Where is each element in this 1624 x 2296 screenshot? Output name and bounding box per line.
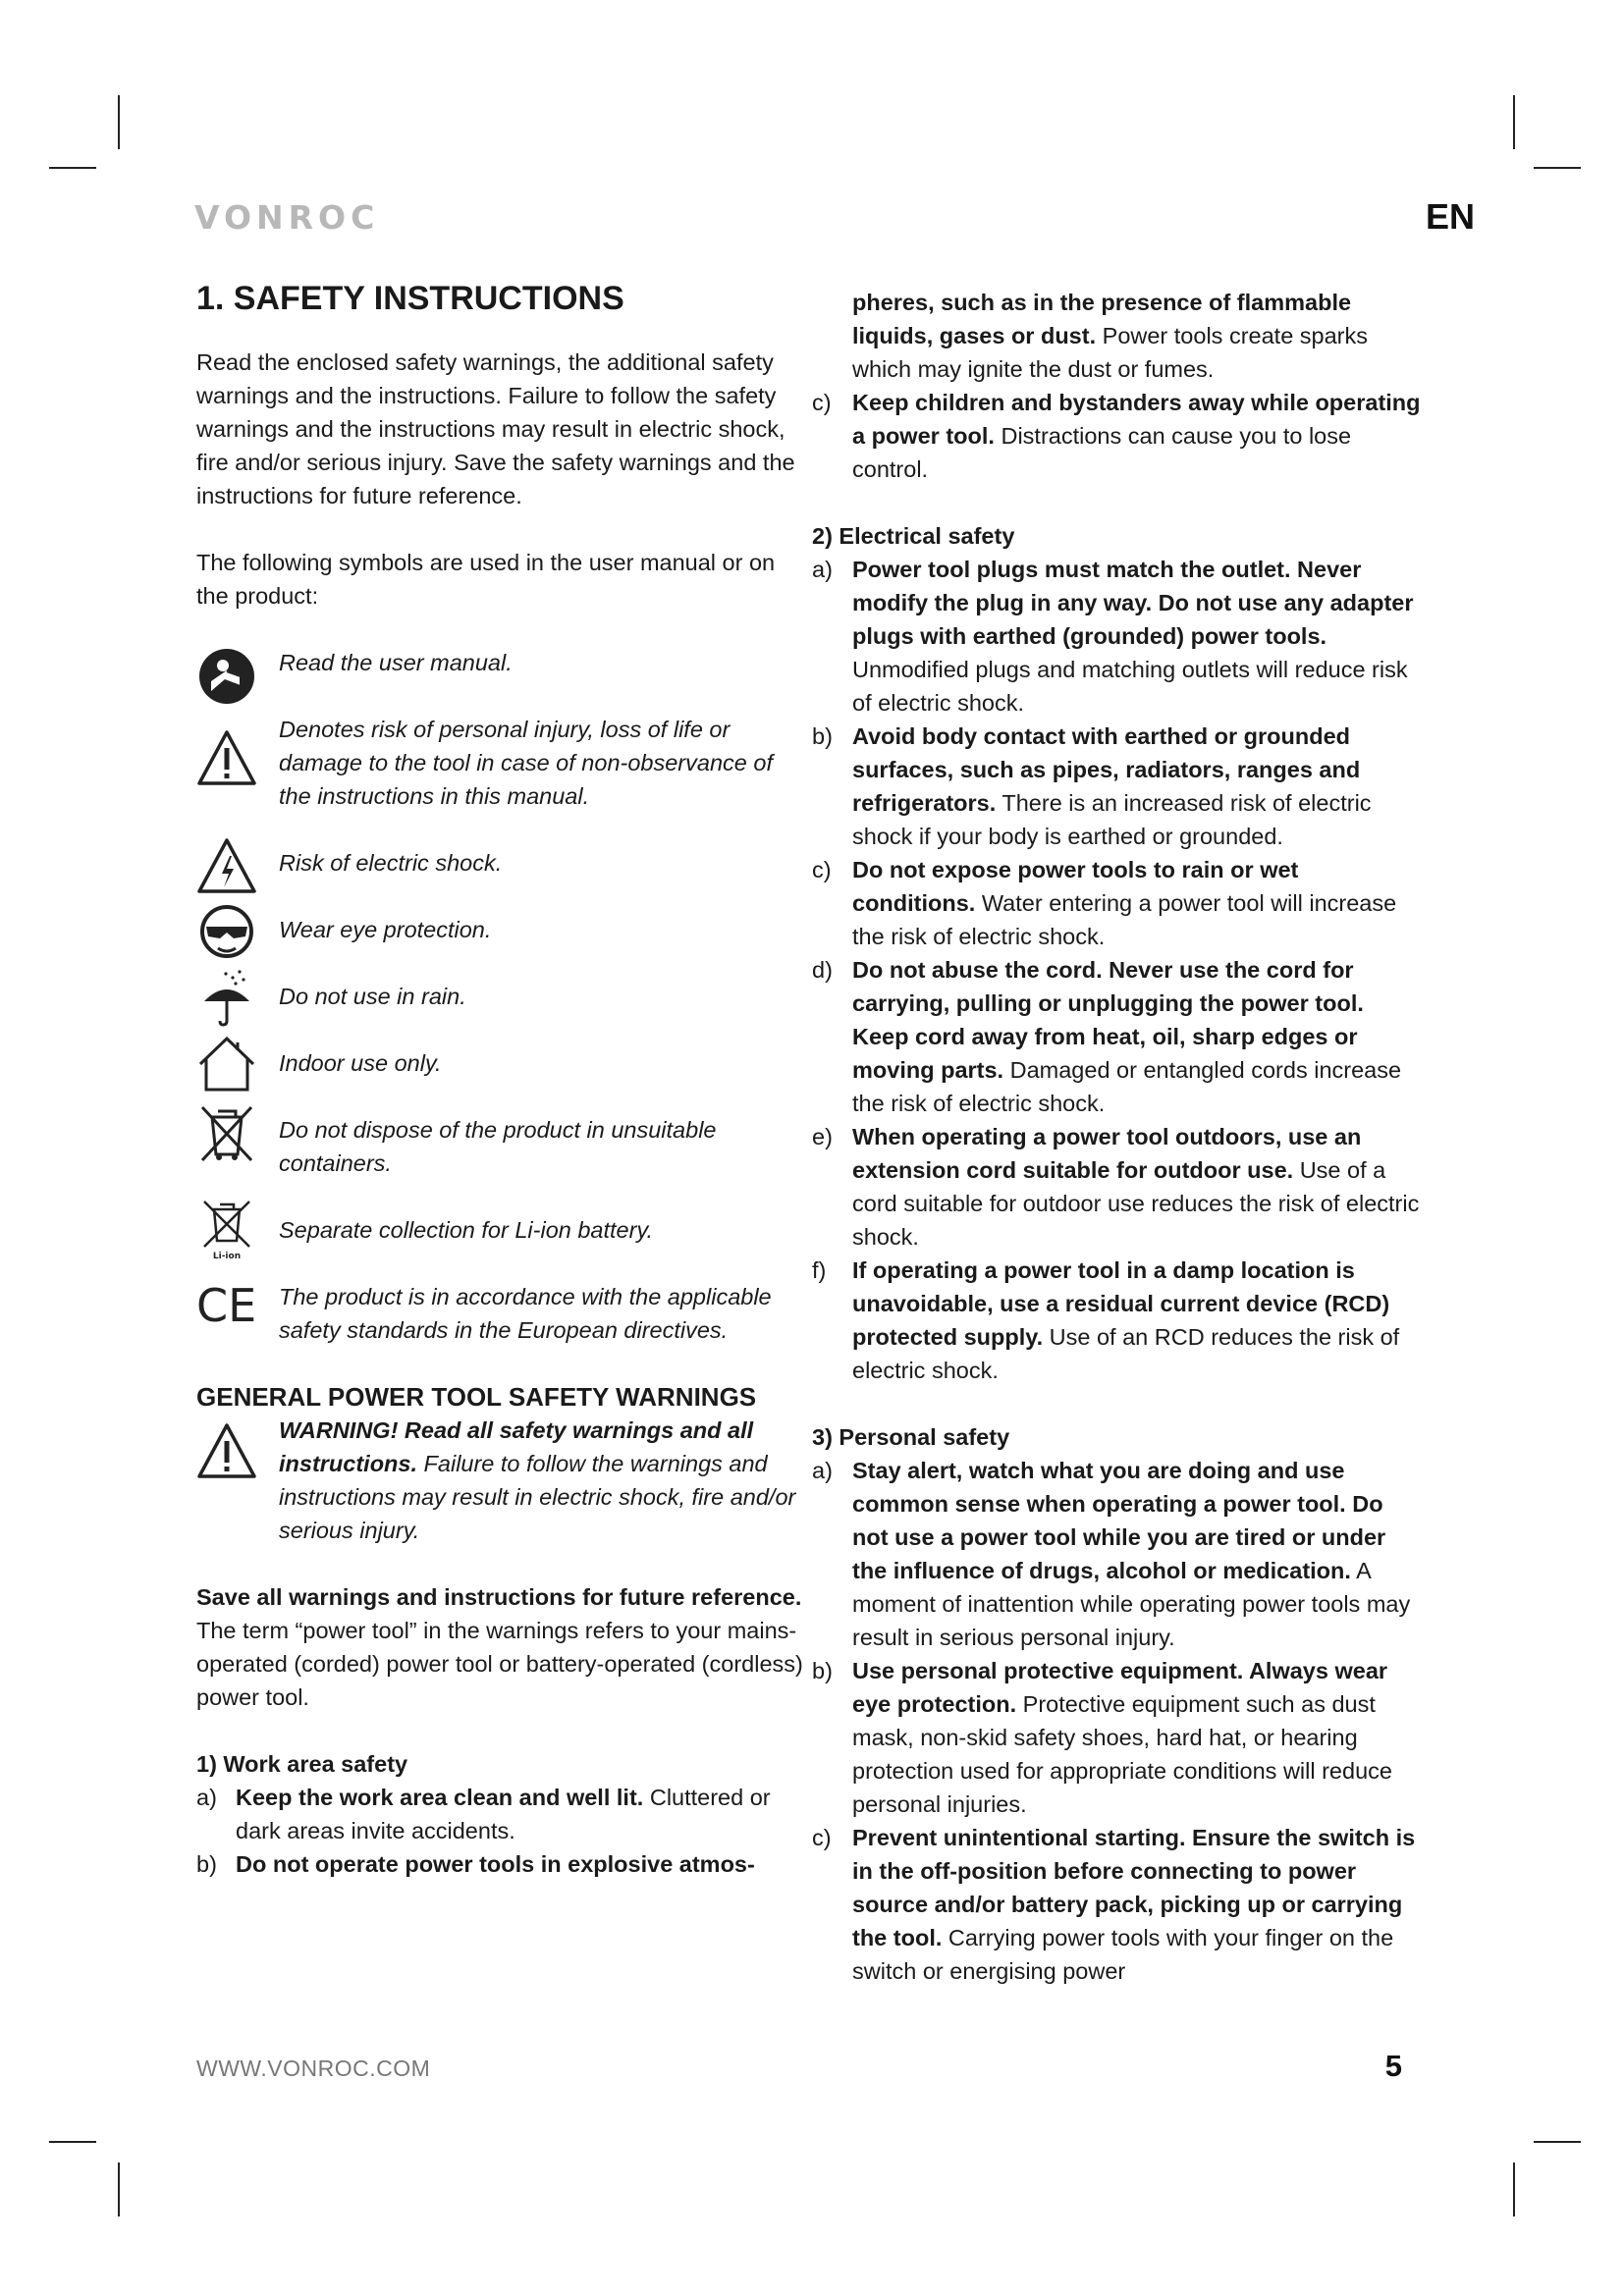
item-rest: Unmodified plugs and matching outlets will reduce risk of electric shock.	[852, 657, 1408, 716]
symbol-text: Risk of electric shock.	[279, 850, 503, 876]
warning-rest: Failure to follow the warnings and instructions may result in electric shock, fire and/or serious injury.	[279, 1451, 796, 1543]
term-paragraph: The term “power tool” in the warnings refers to your mains-operated (corded) power tool or battery-operated (cordless) power tool.	[196, 1618, 803, 1710]
symbol-text: The product is in accordance with the applicable safety standards in the European directives.	[279, 1284, 772, 1343]
ce-mark-label: CE	[196, 1279, 257, 1332]
symbol-row	[196, 713, 805, 813]
symbol-row	[196, 1280, 805, 1347]
symbol-row	[196, 646, 805, 679]
language-label: EN	[1425, 196, 1475, 237]
read-manual-icon	[196, 646, 257, 707]
item-label: e)	[812, 1124, 833, 1149]
item-rest: Damaged or entangled cords increase the risk of electric shock.	[852, 1057, 1402, 1116]
symbol-text: Do not dispose of the product in unsuitable containers.	[279, 1117, 717, 1176]
general-warnings-heading: GENERAL POWER TOOL SAFETY WARNINGS	[196, 1382, 757, 1412]
item-bold: Keep children and bystanders away while operating a power tool.	[852, 390, 1421, 449]
item-rest: Protective equipment such as dust mask, non-skid safety shoes, hard hat, or hearing protection used for appropriate conditions will reduce personal injuries.	[852, 1691, 1392, 1817]
item-label: b)	[196, 1851, 217, 1877]
crop-mark	[1534, 167, 1581, 169]
crop-mark	[118, 95, 120, 149]
ce-mark-icon	[196, 1274, 257, 1335]
personal-item-b	[812, 1654, 1421, 1821]
no-rain-icon	[196, 968, 257, 1029]
item-bold: pheres, such as in the presence of flammable liquids, gases or dust.	[852, 290, 1352, 348]
item-bold: Stay alert, watch what you are doing and use common sense when operating a power tool. Do not use a power tool while you are tired or under the influence of drugs, alcohol or medication.	[852, 1458, 1386, 1583]
item-text	[852, 853, 1421, 953]
electrical-item-e	[812, 1120, 1421, 1254]
item-bold: Do not expose power tools to rain or wet conditions.	[852, 857, 1299, 916]
footer-url: WWW.VONROC.COM	[196, 2056, 431, 2081]
item-label: f)	[812, 1257, 827, 1283]
brand-logo: VONROC	[194, 198, 380, 237]
item-rest: Use of a cord suitable for outdoor use reduces the risk of electric shock.	[852, 1157, 1420, 1250]
warning-block	[196, 1414, 805, 1547]
item-bold: When operating a power tool outdoors, use an extension cord suitable for outdoor use.	[852, 1124, 1362, 1183]
item-bold: If operating a power tool in a damp location is unavoidable, use a residual current device (RCD) protected supply.	[852, 1257, 1390, 1350]
page-title: 1. SAFETY INSTRUCTIONS	[196, 280, 624, 317]
item-text	[852, 386, 1421, 486]
electric-shock-icon	[196, 836, 257, 897]
symbol-text: Wear eye protection.	[279, 917, 492, 942]
right-column	[812, 286, 1421, 1988]
item-bold: Prevent unintentional starting. Ensure the switch is in the off-position before connecting to power source and/or battery pack, picking up or carrying the tool.	[852, 1825, 1416, 1950]
crop-mark	[49, 2141, 96, 2143]
symbol-text: Denotes risk of personal injury, loss of life or damage to the tool in case of non-observance of the instructions in this manual.	[279, 717, 773, 809]
personal-heading: 3) Personal safety	[812, 1424, 1010, 1450]
crop-mark	[1513, 2163, 1515, 2216]
intro-paragraph: Read the enclosed safety warnings, the additional safety warnings and the instructions. Failure to follow the safety warnings and the instructions may result in electric shock, fire and/or serious injury. Save the safety warnings and the instructions for future reference.	[196, 349, 795, 508]
work-area-heading: 1) Work area safety	[196, 1751, 408, 1777]
symbol-text: Read the user manual.	[279, 650, 513, 675]
electrical-item-a	[812, 553, 1421, 720]
electrical-item-f	[812, 1254, 1421, 1387]
electrical-item-b	[812, 720, 1421, 853]
electrical-item-c	[812, 853, 1421, 953]
item-label: b)	[812, 1658, 833, 1683]
item-rest: Use of an RCD reduces the risk of electric shock.	[852, 1324, 1400, 1383]
left-column	[196, 277, 805, 1881]
personal-item-a	[812, 1454, 1421, 1654]
crossed-bin-icon	[196, 1103, 257, 1164]
save-heading: Save all warnings and instructions for future reference.	[196, 1584, 802, 1610]
item-bold: Use personal protective equipment. Always wear eye protection.	[852, 1658, 1388, 1717]
item-rest: Cluttered or dark areas invite accidents.	[236, 1785, 771, 1843]
item-rest: Power tools create sparks which may ignite the dust or fumes.	[852, 323, 1369, 382]
symbol-row	[196, 1046, 805, 1080]
page-number: 5	[1384, 2049, 1402, 2083]
item-text	[852, 1454, 1421, 1654]
item-rest: A moment of inattention while operating power tools may result in serious personal injury.	[852, 1558, 1411, 1650]
electrical-item-d	[812, 953, 1421, 1120]
symbol-text: Do not use in rain.	[279, 984, 466, 1009]
item-bold: Power tool plugs must match the outlet. Never modify the plug in any way. Do not use any adapter plugs with earthed (grounded) power tools.	[852, 557, 1414, 649]
personal-item-c	[812, 1821, 1421, 1988]
item-label: a)	[196, 1785, 217, 1810]
item-text	[852, 1254, 1421, 1387]
item-bold: Do not operate power tools in explosive atmos-	[236, 1851, 755, 1877]
item-label: d)	[812, 957, 833, 983]
indoor-icon	[196, 1033, 257, 1094]
item-text	[852, 1654, 1421, 1821]
item-bold: Do not abuse the cord. Never use the cord for carrying, pulling or unplugging the power tool. Keep cord away from heat, oil, sharp edges or moving parts.	[852, 957, 1364, 1083]
item-text	[852, 1120, 1421, 1254]
item-text	[852, 553, 1421, 720]
item-rest: Distractions can cause you to lose control.	[852, 423, 1352, 482]
symbols-intro: The following symbols are used in the user manual or on the product:	[196, 550, 776, 609]
crop-mark	[49, 167, 96, 169]
item-rest: Carrying power tools with your finger on the switch or energising power	[852, 1925, 1394, 1984]
warning-triangle-icon	[196, 728, 257, 789]
crop-mark	[1534, 2141, 1581, 2143]
symbol-row	[196, 913, 805, 946]
item-text	[852, 1821, 1421, 1988]
item-text	[852, 720, 1421, 853]
li-ion-label: Li-ion	[212, 1252, 242, 1260]
symbol-row	[196, 1113, 805, 1180]
item-label: a)	[812, 557, 833, 582]
work-area-item-b-continued	[812, 286, 1421, 386]
symbol-row	[196, 980, 805, 1013]
item-label: c)	[812, 1825, 832, 1850]
warning-bold: WARNING! Read all safety warnings and all instructions.	[279, 1417, 754, 1476]
symbol-text: Separate collection for Li-ion battery.	[279, 1217, 653, 1243]
symbol-text: Indoor use only.	[279, 1050, 442, 1076]
eye-protection-icon	[196, 901, 257, 962]
item-label: c)	[812, 857, 832, 882]
warning-text	[279, 1414, 805, 1547]
li-ion-bin-icon	[196, 1200, 257, 1260]
item-rest: Water entering a power tool will increase the risk of electric shock.	[852, 890, 1397, 949]
item-label: c)	[812, 390, 832, 415]
item-bold: Keep the work area clean and well lit.	[236, 1785, 644, 1810]
item-label: b)	[812, 723, 833, 749]
item-text	[236, 1781, 805, 1847]
item-text	[852, 953, 1421, 1120]
electrical-heading: 2) Electrical safety	[812, 523, 1015, 549]
item-text	[852, 286, 1421, 386]
work-area-item-c	[812, 386, 1421, 486]
item-bold: Avoid body contact with earthed or grounded surfaces, such as pipes, radiators, ranges and refrigerators.	[852, 723, 1361, 816]
crop-mark	[1513, 95, 1515, 149]
crop-mark	[118, 2163, 120, 2216]
item-text	[236, 1847, 805, 1881]
work-area-item-a	[196, 1781, 805, 1847]
item-rest: There is an increased risk of electric shock if your body is earthed or grounded.	[852, 790, 1372, 849]
item-label: a)	[812, 1458, 833, 1483]
warning-triangle-icon	[196, 1421, 257, 1482]
symbol-row	[196, 1213, 805, 1260]
work-area-item-b	[196, 1847, 805, 1881]
symbol-row	[196, 846, 805, 880]
